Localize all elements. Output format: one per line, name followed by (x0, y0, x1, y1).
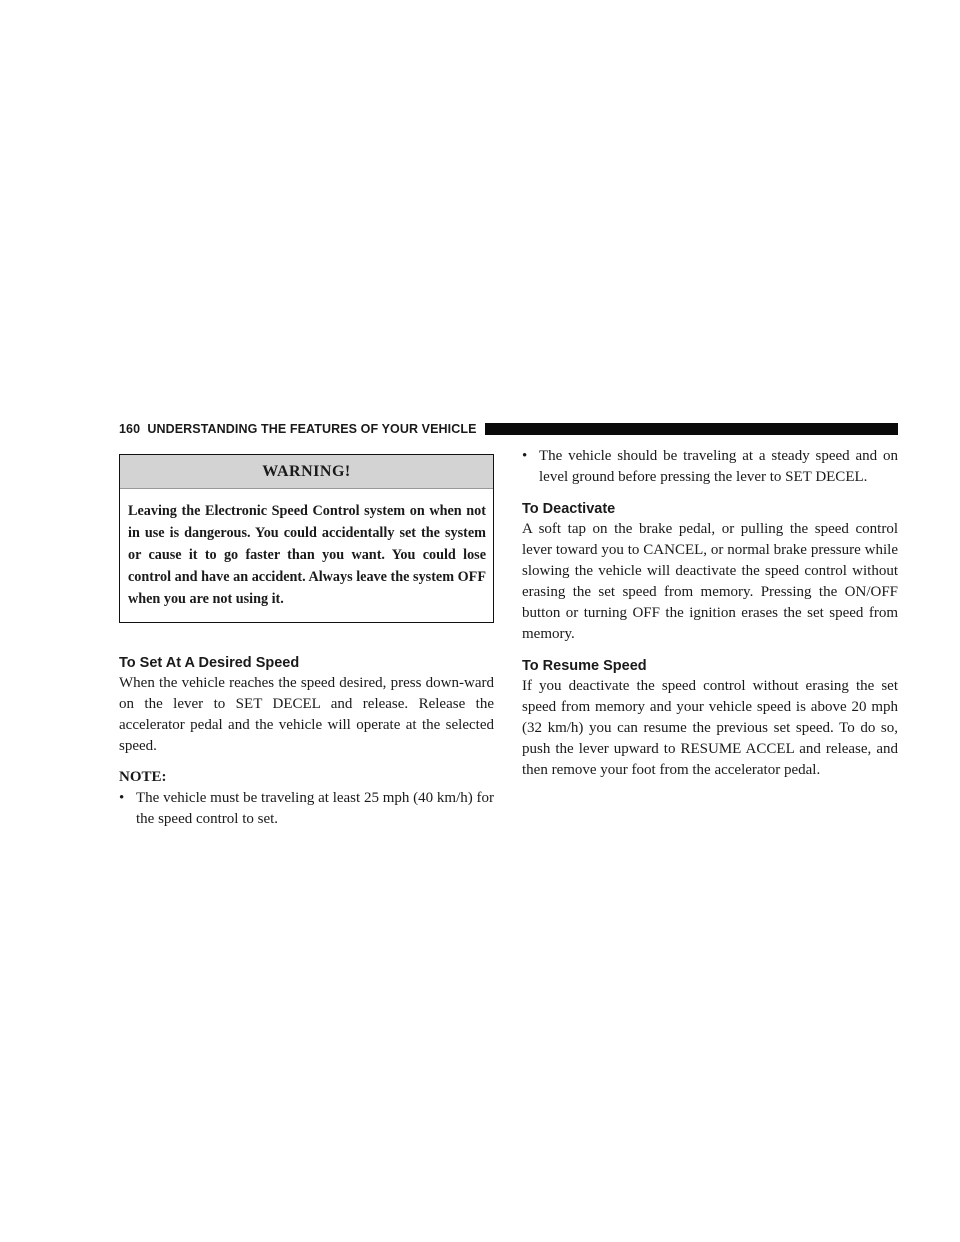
resume-text: If you deactivate the speed control without erasing the set speed from memory and your vehicle speed is above 20 mph (32 km/h) you can resume the previous set speed. To do so, push the lever upward to RESUME ACCEL and release, and then remove your foot from the accelerator pedal. (522, 678, 898, 778)
header-rule-bar (485, 423, 898, 435)
bullet-dot: • (119, 790, 125, 806)
set-speed-text: When the vehicle reaches the speed desired, press down-ward on the lever to SET DECEL and release. Release the accelerator pedal and the vehicle will operate at the selected speed. (119, 675, 494, 754)
page-number: 160 (119, 422, 141, 436)
warning-box (119, 454, 494, 623)
left-column (119, 454, 494, 830)
bullet-dot: • (522, 448, 528, 464)
deactivate-text: A soft tap on the brake pedal, or pulling the speed control lever toward you to CANCEL, or normal brake pressure while slowing the vehicle will deactivate the speed control without erasing the set speed from memory. Pressing the ON/OFF button or turning OFF the ignition erases the set speed from memory. (522, 521, 898, 642)
warning-text: Leaving the Electronic Speed Control system on when not in use is dangerous. You could accidentally set the system or cause it to go faster than you want. You could lose control and have an accident. Always leave the system OFF when you are not using it. (128, 503, 486, 607)
page-header-text (119, 421, 477, 437)
heading-set-speed: To Set At A Desired Speed (119, 655, 300, 671)
warning-title: WARNING! (120, 455, 493, 489)
section-title: UNDERSTANDING THE FEATURES OF YOUR VEHICLE (147, 422, 477, 436)
right-column (522, 446, 898, 781)
list-item (119, 788, 494, 830)
page-header (119, 421, 898, 437)
list-item (522, 446, 898, 488)
heading-resume-speed: To Resume Speed (522, 658, 647, 674)
bullet-text: The vehicle must be traveling at least 25 mph (40 km/h) for the speed control to set. (136, 790, 494, 827)
note-label: NOTE: (119, 769, 167, 785)
bullet-text: The vehicle should be traveling at a steady speed and on level ground before pressing the lever to SET DECEL. (539, 448, 898, 485)
heading-deactivate: To Deactivate (522, 501, 616, 517)
